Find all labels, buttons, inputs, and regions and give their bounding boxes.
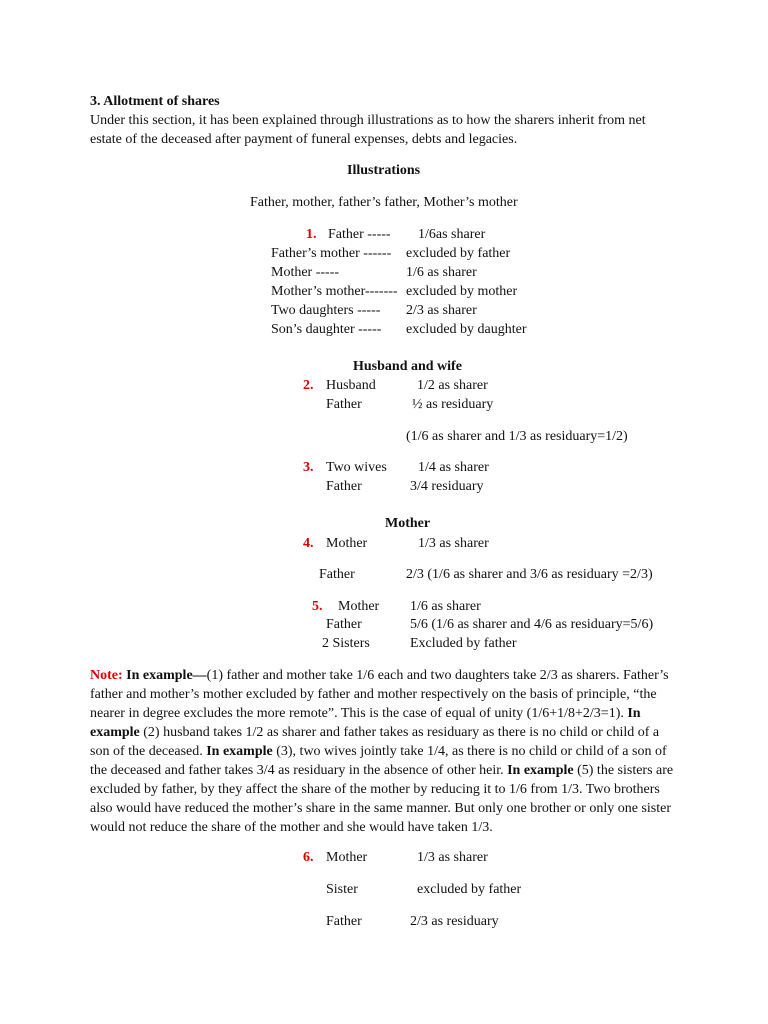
ex6-who-1: Mother (326, 850, 368, 865)
note-text-4: (5) the sisters are excluded by father, by they affect the share of the mother by reducing it to 1/6 from 1/3. Two brothers also would have reduced the mother’s share in the same manner. But only one brother or only one sister would not reduce the share of the mother and she would have taken 1/3. (90, 763, 674, 835)
example-4-number: 4. (303, 536, 314, 551)
example-5-number: 5. (312, 599, 323, 614)
ex1-who: Father ----- (328, 227, 391, 242)
ex4-share-2: 2/3 (1/6 as sharer and 3/6 as residuary =2/3) (406, 567, 653, 582)
ex3-who-1: Two wives (326, 460, 387, 475)
example-2-number: 2. (303, 378, 314, 393)
ex1-share: excluded by daughter (406, 322, 527, 337)
ex6-share-1: 1/3 as sharer (417, 850, 488, 865)
ex4-share-1: 1/3 as sharer (418, 536, 489, 551)
ex2-share-2: ½ as residuary (412, 397, 494, 412)
section-intro: Under this section, it has been explained through illustrations as to how the sharers inherit from net estate of the deceased after payment of funeral expenses, debts and legacies. (90, 113, 646, 147)
in-example: In example (507, 763, 574, 778)
in-example: In example (90, 706, 641, 740)
note-text-3: (3), two wives jointly take 1/4, as there is no child or child of a son of the deceased and father takes 3/4 as residuary in the absence of other heir. (90, 744, 667, 778)
ex6-who-2: Sister (326, 882, 358, 897)
note-text-2: (2) husband takes 1/2 as sharer and father takes as residuary as there is no child or child of a son of the deceased. (90, 725, 660, 759)
ex2-who-1: Husband (326, 378, 376, 393)
note-label: Note: (90, 668, 123, 683)
ex1-share: 1/6 as sharer (406, 265, 477, 280)
ex1-who: Son’s daughter ----- (271, 322, 382, 337)
ex1-who: Two daughters ----- (271, 303, 381, 318)
ex3-who-2: Father (326, 479, 362, 494)
ex5-share-2: 5/6 (1/6 as sharer and 4/6 as residuary=5/6) (410, 617, 654, 632)
ex1-who: Father’s mother ------ (271, 246, 392, 261)
ex1-share: excluded by father (406, 246, 511, 261)
ex2-who-2: Father (326, 397, 362, 412)
ex1-share: 2/3 as sharer (406, 303, 477, 318)
ex6-who-3: Father (326, 914, 362, 929)
ex1-who: Mother’s mother------- (271, 284, 398, 299)
in-example: In example— (126, 668, 207, 683)
ex3-share-2: 3/4 residuary (410, 479, 484, 494)
ex1-who: Mother ----- (271, 265, 340, 280)
ex6-share-2: excluded by father (417, 882, 522, 897)
section-heading: 3. Allotment of shares (90, 94, 220, 109)
ex2-note: (1/6 as sharer and 1/3 as residuary=1/2) (406, 429, 628, 444)
relatives-line: Father, mother, father’s father, Mother’s mother (250, 195, 518, 210)
mother-heading: Mother (385, 516, 431, 531)
ex1-share: excluded by mother (406, 284, 518, 299)
ex4-who-1: Mother (326, 536, 368, 551)
note-paragraph (90, 666, 682, 837)
ex2-share-1: 1/2 as sharer (417, 378, 488, 393)
note-text-1: (1) father and mother take 1/6 each and two daughters take 2/3 as sharers. Father’s father and mother’s mother excluded by father and mother respectively on the basis of principle, “the nearer in degree excludes the more remote”. This is the case of equal of unity (1/6+1/8+2/3=1). (90, 668, 669, 721)
ex6-share-3: 2/3 as residuary (410, 914, 499, 929)
example-6-number: 6. (303, 850, 314, 865)
ex5-who-1: Mother (338, 599, 380, 614)
ex5-share-3: Excluded by father (410, 636, 517, 651)
ex3-share-1: 1/4 as sharer (418, 460, 489, 475)
illustrations-heading: Illustrations (347, 163, 421, 178)
ex1-share: 1/6as sharer (418, 227, 486, 242)
ex5-who-3: 2 Sisters (322, 636, 370, 651)
in-example: In example (206, 744, 273, 759)
example-1-number: 1. (306, 227, 317, 242)
ex4-who-2: Father (319, 567, 355, 582)
ex5-share-1: 1/6 as sharer (410, 599, 481, 614)
ex5-who-2: Father (326, 617, 362, 632)
example-3-number: 3. (303, 460, 314, 475)
husband-wife-heading: Husband and wife (353, 359, 462, 374)
